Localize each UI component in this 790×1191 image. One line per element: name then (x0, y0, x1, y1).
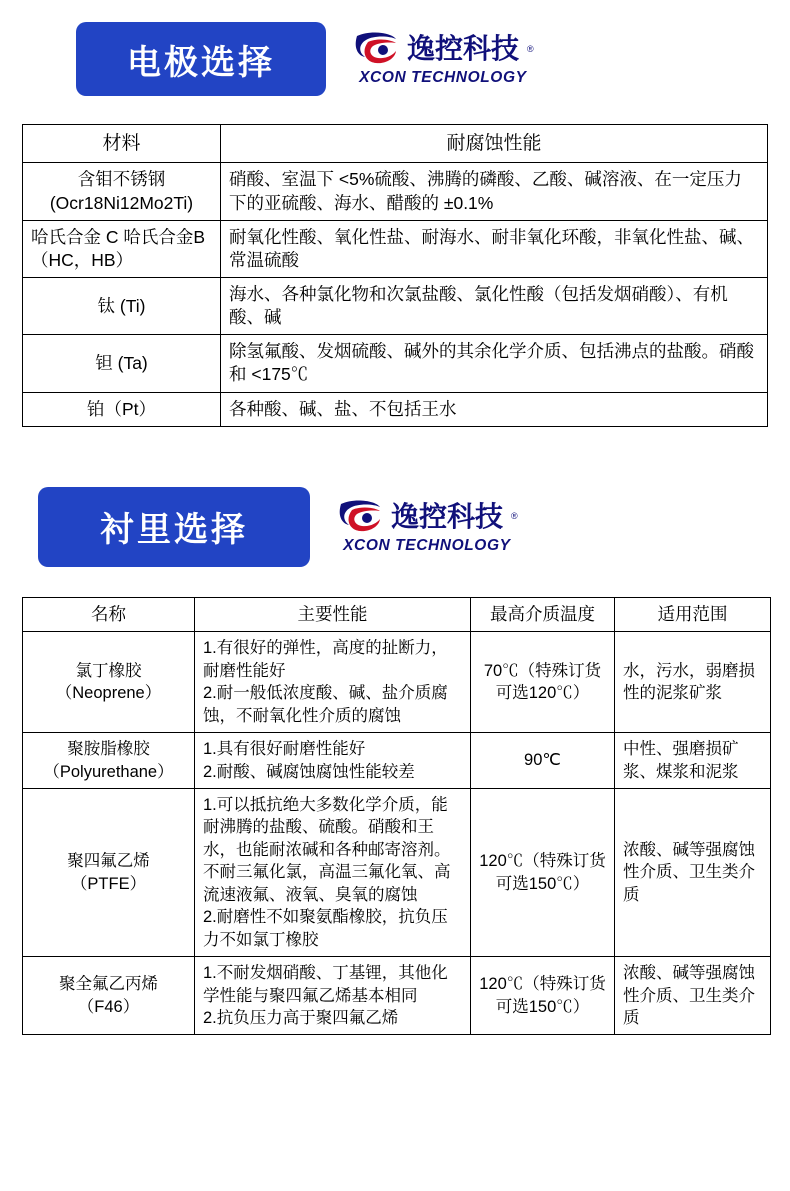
cell-property: 耐氧化性酸、氧化性盐、耐海水、耐非氧化环酸，非氧化性盐、碱、常温硫酸 (221, 220, 768, 277)
xcon-logo-icon (336, 500, 384, 534)
brand-logo (352, 32, 534, 86)
column-header-material: 材料 (23, 125, 221, 163)
cell-name: 聚胺脂橡胶 （Polyurethane） (23, 733, 195, 789)
cell-main-property: 1.可以抵抗绝大多数化学介质，能耐沸腾的盐酸、硫酸。硝酸和王水，也能耐浓碱和各种邮寄溶剂。不耐三氟化氯，高温三氟化氧、高流速液氟、液氧、臭氧的腐蚀 2.耐磨性不如聚氨酯橡胶，抗负压力不如氯丁橡胶 (195, 789, 471, 957)
table-header-row (23, 597, 771, 632)
cell-property: 硝酸、室温下 <5%硫酸、沸腾的磷酸、乙酸、碱溶液、在一定压力下的亚硫酸、海水、醋酸的 ±0.1% (221, 163, 768, 221)
cell-max-temp: 90℃ (471, 733, 615, 789)
cell-max-temp: 120℃（特殊订货可选150℃） (471, 789, 615, 957)
registered-mark: ® (511, 511, 518, 522)
cell-material: 钛 (Ti) (23, 278, 221, 335)
table-row (23, 733, 771, 789)
section-header-lining (0, 487, 790, 567)
table-header-row (23, 125, 768, 163)
cell-property: 各种酸、碱、盐、不包括王水 (221, 392, 768, 426)
table-row (23, 632, 771, 733)
brand-name-en: XCON TECHNOLOGY (343, 536, 511, 554)
cell-material: 哈氏合金 C 哈氏合金B（HC，HB） (23, 220, 221, 277)
electrode-table (22, 124, 768, 427)
xcon-logo-icon (352, 32, 400, 66)
brand-logo (336, 500, 518, 554)
cell-max-temp: 120℃（特殊订货可选150℃） (471, 957, 615, 1035)
cell-material: 含钼不锈钢 (Ocr18Ni12Mo2Ti) (23, 163, 221, 221)
cell-scope: 水，污水，弱磨损性的泥浆矿浆 (615, 632, 771, 733)
column-header-property: 耐腐蚀性能 (221, 125, 768, 163)
table-row (23, 220, 768, 277)
column-header-main-property: 主要性能 (195, 597, 471, 632)
cell-name: 聚全氟乙丙烯 （F46） (23, 957, 195, 1035)
table-row (23, 957, 771, 1035)
brand-name-cn: 逸控科技 (407, 33, 520, 65)
table-row (23, 335, 768, 392)
cell-scope: 中性、强磨损矿浆、煤浆和泥浆 (615, 733, 771, 789)
cell-property: 除氢氟酸、发烟硫酸、碱外的其余化学介质、包括沸点的盐酸。硝酸和 <175℃ (221, 335, 768, 392)
column-header-scope: 适用范围 (615, 597, 771, 632)
section-title-lining: 衬里选择 (38, 487, 310, 567)
brand-name-cn: 逸控科技 (391, 500, 504, 532)
table-row (23, 392, 768, 426)
cell-name: 聚四氟乙烯 （PTFE） (23, 789, 195, 957)
table-row (23, 789, 771, 957)
cell-name: 氯丁橡胶 （Neoprene） (23, 632, 195, 733)
cell-max-temp: 70℃（特殊订货可选120℃） (471, 632, 615, 733)
table-row (23, 163, 768, 221)
cell-main-property: 1.具有很好耐磨性能好 2.耐酸、碱腐蚀腐蚀性能较差 (195, 733, 471, 789)
table-row (23, 278, 768, 335)
section-title-electrode: 电极选择 (76, 22, 326, 96)
column-header-max-temp: 最高介质温度 (471, 597, 615, 632)
section-header-electrode (0, 22, 790, 96)
brand-name-en: XCON TECHNOLOGY (359, 69, 527, 87)
cell-material: 钽 (Ta) (23, 335, 221, 392)
cell-property: 海水、各种氯化物和次氯盐酸、氯化性酸（包括发烟硝酸）、有机酸、碱 (221, 278, 768, 335)
cell-material: 铂（Pt） (23, 392, 221, 426)
cell-scope: 浓酸、碱等强腐蚀性介质、卫生类介质 (615, 957, 771, 1035)
cell-main-property: 1.有很好的弹性，高度的扯断力，耐磨性能好 2.耐一般低浓度酸、碱、盐介质腐蚀，不耐氧化性介质的腐蚀 (195, 632, 471, 733)
cell-scope: 浓酸、碱等强腐蚀性介质、卫生类介质 (615, 789, 771, 957)
registered-mark: ® (527, 43, 534, 54)
cell-main-property: 1.不耐发烟硝酸、丁基锂，其他化学性能与聚四氟乙烯基本相同 2.抗负压力高于聚四氟乙烯 (195, 957, 471, 1035)
column-header-name: 名称 (23, 597, 195, 632)
lining-table (22, 597, 771, 1036)
